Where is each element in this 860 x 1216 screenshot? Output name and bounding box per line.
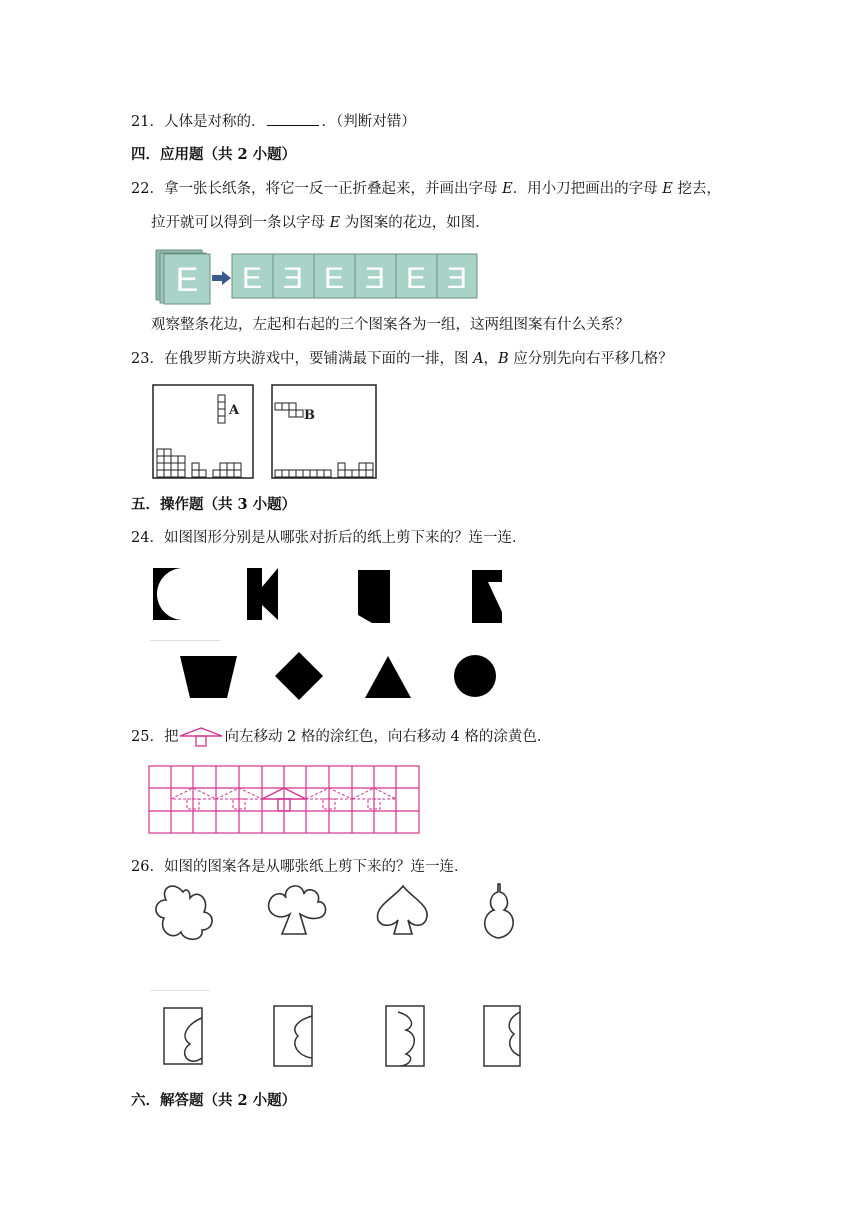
folded-letter: E: [175, 261, 199, 299]
question-text: 应分别先向右平移几格？: [508, 351, 673, 367]
circle-shape: [454, 655, 496, 697]
punctuation: ，: [483, 351, 499, 367]
arrow-icon: [212, 271, 231, 285]
folded-paper: [156, 250, 210, 304]
letter-e: E: [502, 181, 513, 197]
divider: [150, 640, 220, 641]
k-notch-shape: [247, 568, 278, 620]
letter-e: E: [662, 181, 673, 197]
folded-paper-1: [164, 1008, 202, 1064]
question-text: ．用小刀把画出的字母: [512, 181, 663, 197]
house-shape-inline: [178, 726, 224, 748]
section-heading-6: 六．解答题（共 2 小题）: [131, 1092, 297, 1109]
question-text: 拿一张长纸条，将它一反一正折叠起来，并画出字母: [163, 181, 503, 197]
question-24: [131, 528, 526, 548]
question-text: 为图案的花边，如图．: [340, 215, 490, 231]
z-slant-shape: [358, 570, 390, 623]
question-23: [131, 349, 673, 369]
trapezoid-shape: [180, 656, 237, 698]
unfolded-shapes-row: [175, 652, 510, 704]
question-text: 人体是对称的．: [163, 114, 266, 130]
question-22-line-1: [131, 179, 721, 199]
clover-shape: [156, 886, 212, 939]
half-circle-notch-shape: [153, 568, 183, 620]
section-heading-5: 五．操作题（共 3 小题）: [131, 496, 297, 513]
piece-label-a: A: [229, 403, 240, 418]
club-shape: [269, 886, 326, 934]
slant-notch-shape: [472, 570, 502, 623]
strip-letter: Ǝ: [364, 262, 386, 295]
question-number: 21．: [131, 114, 164, 130]
pink-grid: [148, 765, 422, 835]
folded-shapes-row: [150, 565, 510, 625]
letter-e: E: [329, 215, 341, 231]
cutout-shapes-row: [150, 880, 520, 950]
question-text: ．（判断对错）: [321, 114, 416, 130]
folded-paper-4: [484, 1006, 520, 1066]
question-text: 在俄罗斯方块游戏中，要铺满最下面的一排，图: [163, 351, 474, 367]
figure-label: A: [473, 351, 484, 367]
question-number: 24．: [131, 530, 164, 546]
question-26: [131, 857, 468, 877]
question-25: [131, 726, 551, 748]
tetris-board-b: [271, 384, 377, 480]
triangle-shape: [365, 656, 411, 698]
tetris-board-a: [152, 384, 254, 480]
question-number: 23．: [131, 351, 164, 367]
lace-strip-figure: [150, 248, 485, 304]
folded-papers-row: [150, 996, 530, 1078]
section-heading-4: 四．应用题（共 2 小题）: [131, 146, 297, 163]
spade-shape: [377, 886, 427, 934]
answer-blank[interactable]: [267, 111, 319, 126]
lace-strip: [232, 254, 477, 298]
question-text: 拉开就可以得到一条以字母: [151, 215, 330, 231]
folded-paper-2: [274, 1006, 312, 1066]
question-22-line-3: 观察整条花边，左起和右起的三个图案各为一组，这两组图案有什么关系？: [151, 317, 630, 333]
folded-paper-3: [386, 1006, 424, 1066]
question-text: 把: [163, 729, 179, 745]
question-22-line-2: [151, 213, 490, 233]
question-text: 挖去，: [672, 181, 721, 197]
question-number: 22．: [131, 181, 164, 197]
piece-label-b: B: [304, 408, 315, 423]
strip-letter: Ǝ: [446, 262, 468, 295]
strip-letter: E: [405, 262, 427, 295]
figure-label: B: [498, 351, 509, 367]
divider: [150, 990, 210, 991]
question-number: 25．: [131, 729, 164, 745]
question-text: 如图的图案各是从哪张纸上剪下来的？连一连．: [163, 859, 469, 875]
question-number: 26．: [131, 859, 164, 875]
question-text: 向左移动 2 格的涂红色，向右移动 4 格的涂黄色．: [224, 729, 552, 745]
strip-letter: Ǝ: [282, 262, 304, 295]
gourd-shape: [485, 884, 513, 938]
question-text: 如图图形分别是从哪张对折后的纸上剪下来的？连一连．: [163, 530, 527, 546]
diamond-shape: [275, 652, 323, 700]
strip-letter: E: [323, 262, 345, 295]
strip-letter: E: [241, 262, 263, 295]
question-21: [131, 111, 416, 132]
